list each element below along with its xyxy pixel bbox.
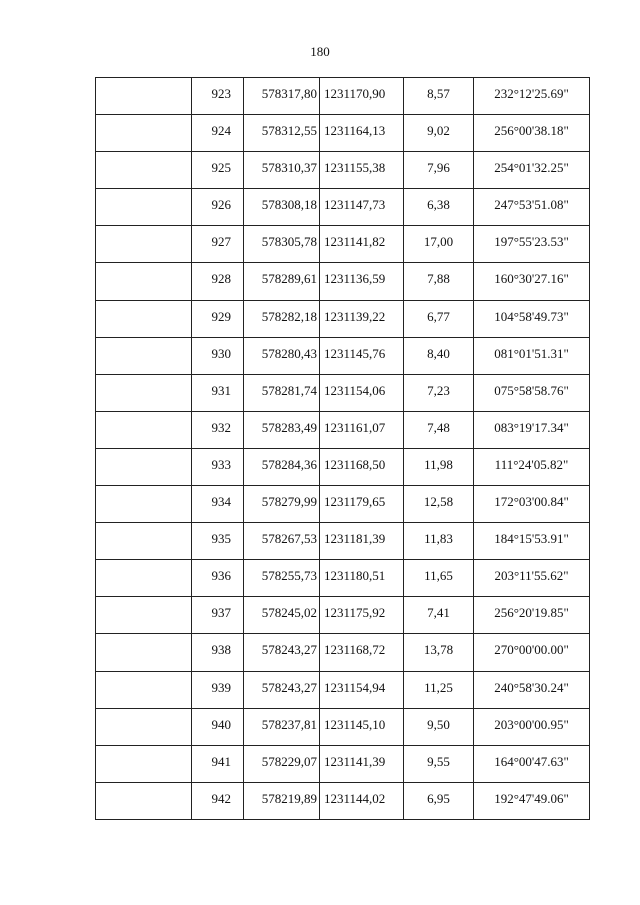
x-coordinate-cell (244, 782, 320, 819)
y-coordinate-cell (320, 486, 404, 523)
point-number-cell (192, 448, 244, 485)
x-coordinate-value: 578243,27 (261, 642, 317, 658)
angle-cell (474, 189, 590, 226)
angle-cell (474, 78, 590, 115)
y-coordinate-cell (320, 782, 404, 819)
y-coordinate-cell (320, 337, 404, 374)
y-coordinate-value: 1231168,72 (324, 642, 386, 658)
y-coordinate-value: 1231154,06 (324, 382, 386, 398)
length-cell (404, 782, 474, 819)
point-number-value: 936 (211, 568, 231, 584)
x-coordinate-value: 578237,81 (261, 716, 317, 732)
x-coordinate-cell (244, 671, 320, 708)
y-coordinate-cell (320, 597, 404, 634)
x-coordinate-value: 578267,53 (261, 531, 317, 547)
table-row (96, 486, 590, 523)
x-coordinate-value: 578310,37 (261, 160, 317, 176)
x-coordinate-value: 578281,74 (261, 382, 317, 398)
y-coordinate-value: 1231141,39 (324, 753, 386, 769)
point-number-cell (192, 634, 244, 671)
length-cell (404, 78, 474, 115)
y-coordinate-value: 1231161,07 (324, 419, 386, 435)
point-number-cell (192, 708, 244, 745)
x-coordinate-cell (244, 337, 320, 374)
length-value: 7,41 (427, 605, 450, 621)
blank-cell (96, 745, 192, 782)
point-number-cell (192, 411, 244, 448)
x-coordinate-cell (244, 189, 320, 226)
length-cell (404, 374, 474, 411)
length-value: 8,57 (427, 86, 450, 101)
point-number-value: 941 (211, 753, 231, 769)
x-coordinate-cell (244, 523, 320, 560)
y-coordinate-value: 1231147,73 (324, 197, 386, 213)
length-value: 9,02 (427, 123, 450, 139)
angle-value: 203°11'55.62" (494, 568, 569, 584)
x-coordinate-value: 578229,07 (261, 753, 317, 769)
length-cell (404, 337, 474, 374)
angle-cell (474, 634, 590, 671)
point-number-cell (192, 745, 244, 782)
y-coordinate-cell (320, 560, 404, 597)
point-number-cell (192, 115, 244, 152)
point-number-cell (192, 597, 244, 634)
table-row (96, 448, 590, 485)
y-coordinate-cell (320, 374, 404, 411)
point-number-value: 924 (211, 123, 231, 139)
y-coordinate-cell (320, 708, 404, 745)
angle-cell (474, 671, 590, 708)
y-coordinate-value: 1231145,10 (324, 716, 386, 732)
angle-value: 104°58'49.73" (494, 308, 569, 324)
table-row (96, 189, 590, 226)
point-number-cell (192, 300, 244, 337)
x-coordinate-value: 578255,73 (261, 568, 317, 584)
length-cell (404, 189, 474, 226)
length-cell (404, 411, 474, 448)
coordinates-table-body (96, 78, 590, 820)
point-number-cell (192, 560, 244, 597)
angle-value: 240°58'30.24" (494, 679, 569, 695)
angle-value: 270°00'00.00" (494, 642, 569, 658)
blank-cell (96, 597, 192, 634)
angle-value: 247°53'51.08" (494, 197, 569, 213)
length-value: 9,50 (427, 716, 450, 732)
angle-cell (474, 448, 590, 485)
angle-value: 075°58'58.76" (494, 382, 569, 398)
point-number-value: 938 (211, 642, 231, 658)
point-number-value: 930 (211, 345, 231, 361)
y-coordinate-cell (320, 115, 404, 152)
point-number-cell (192, 189, 244, 226)
blank-cell (96, 523, 192, 560)
table-row (96, 115, 590, 152)
blank-cell (96, 189, 192, 226)
y-coordinate-value: 1231154,94 (324, 679, 386, 695)
angle-value: 256°20'19.85" (494, 605, 569, 621)
angle-value: 203°00'00.95" (494, 716, 569, 732)
x-coordinate-cell (244, 448, 320, 485)
angle-cell (474, 782, 590, 819)
x-coordinate-value: 578308,18 (261, 197, 317, 213)
angle-value: 254°01'32.25" (494, 160, 569, 176)
point-number-cell (192, 374, 244, 411)
table-row (96, 560, 590, 597)
angle-cell (474, 374, 590, 411)
table-row (96, 78, 590, 115)
blank-cell (96, 448, 192, 485)
x-coordinate-value: 578245,02 (261, 605, 317, 621)
y-coordinate-cell (320, 226, 404, 263)
length-value: 11,65 (424, 568, 453, 584)
point-number-value: 926 (211, 197, 231, 213)
angle-cell (474, 300, 590, 337)
y-coordinate-value: 1231145,76 (324, 345, 386, 361)
angle-cell (474, 226, 590, 263)
y-coordinate-cell (320, 411, 404, 448)
blank-cell (96, 226, 192, 263)
length-cell (404, 560, 474, 597)
length-value: 7,48 (427, 419, 450, 435)
angle-value: 197°55'23.53" (494, 234, 569, 250)
angle-value: 232°12'25.69" (494, 86, 569, 101)
point-number-value: 927 (211, 234, 231, 250)
y-coordinate-value: 1231139,22 (324, 308, 386, 324)
x-coordinate-value: 578317,80 (261, 86, 317, 101)
blank-cell (96, 560, 192, 597)
blank-cell (96, 486, 192, 523)
x-coordinate-cell (244, 597, 320, 634)
length-cell (404, 448, 474, 485)
point-number-cell (192, 486, 244, 523)
angle-cell (474, 745, 590, 782)
y-coordinate-value: 1231155,38 (324, 160, 386, 176)
table-row (96, 226, 590, 263)
angle-cell (474, 560, 590, 597)
angle-value: 081°01'51.31" (494, 345, 569, 361)
point-number-value: 940 (211, 716, 231, 732)
point-number-value: 939 (211, 679, 231, 695)
length-cell (404, 523, 474, 560)
x-coordinate-cell (244, 634, 320, 671)
y-coordinate-cell (320, 78, 404, 115)
y-coordinate-value: 1231141,82 (324, 234, 386, 250)
angle-cell (474, 486, 590, 523)
point-number-cell (192, 152, 244, 189)
y-coordinate-value: 1231144,02 (324, 790, 386, 806)
table-row (96, 152, 590, 189)
blank-cell (96, 337, 192, 374)
angle-value: 184°15'53.91" (494, 531, 569, 547)
length-value: 8,40 (427, 345, 450, 361)
x-coordinate-value: 578280,43 (261, 345, 317, 361)
length-cell (404, 300, 474, 337)
y-coordinate-cell (320, 152, 404, 189)
length-value: 11,25 (424, 679, 453, 695)
y-coordinate-cell (320, 745, 404, 782)
blank-cell (96, 374, 192, 411)
table-row (96, 411, 590, 448)
x-coordinate-value: 578243,27 (261, 679, 317, 695)
table-row (96, 634, 590, 671)
y-coordinate-value: 1231168,50 (324, 456, 386, 472)
angle-cell (474, 152, 590, 189)
angle-value: 192°47'49.06" (494, 790, 569, 806)
table-row (96, 708, 590, 745)
x-coordinate-value: 578305,78 (261, 234, 317, 250)
y-coordinate-value: 1231170,90 (324, 86, 386, 101)
y-coordinate-value: 1231179,65 (324, 494, 386, 510)
point-number-cell (192, 523, 244, 560)
point-number-value: 925 (211, 160, 231, 176)
length-value: 7,23 (427, 382, 450, 398)
x-coordinate-value: 578284,36 (261, 456, 317, 472)
length-cell (404, 152, 474, 189)
angle-cell (474, 523, 590, 560)
blank-cell (96, 263, 192, 300)
point-number-value: 933 (211, 456, 231, 472)
length-value: 17,00 (423, 234, 454, 250)
table-row (96, 523, 590, 560)
y-coordinate-cell (320, 523, 404, 560)
y-coordinate-value: 1231164,13 (324, 123, 386, 139)
blank-cell (96, 708, 192, 745)
page-number: 180 (310, 44, 330, 59)
length-value: 6,38 (427, 197, 450, 213)
table-row (96, 745, 590, 782)
angle-value: 172°03'00.84" (494, 494, 569, 510)
length-cell (404, 486, 474, 523)
x-coordinate-cell (244, 115, 320, 152)
x-coordinate-cell (244, 152, 320, 189)
length-value: 6,95 (427, 790, 450, 806)
x-coordinate-cell (244, 263, 320, 300)
length-value: 12,58 (423, 494, 454, 510)
table-row (96, 300, 590, 337)
point-number-cell (192, 671, 244, 708)
y-coordinate-cell (320, 189, 404, 226)
angle-cell (474, 708, 590, 745)
length-value: 6,77 (427, 308, 450, 324)
table-row (96, 671, 590, 708)
x-coordinate-cell (244, 411, 320, 448)
point-number-value: 937 (211, 605, 231, 621)
y-coordinate-value: 1231136,59 (324, 271, 386, 287)
y-coordinate-cell (320, 671, 404, 708)
y-coordinate-cell (320, 634, 404, 671)
blank-cell (96, 634, 192, 671)
x-coordinate-cell (244, 374, 320, 411)
point-number-value: 928 (211, 271, 231, 287)
angle-cell (474, 115, 590, 152)
point-number-cell (192, 263, 244, 300)
angle-cell (474, 597, 590, 634)
x-coordinate-cell (244, 560, 320, 597)
x-coordinate-cell (244, 226, 320, 263)
x-coordinate-cell (244, 78, 320, 115)
length-cell (404, 634, 474, 671)
table-row (96, 337, 590, 374)
x-coordinate-cell (244, 745, 320, 782)
point-number-cell (192, 337, 244, 374)
blank-cell (96, 782, 192, 819)
x-coordinate-value: 578312,55 (261, 123, 317, 139)
length-cell (404, 745, 474, 782)
coordinates-table (95, 77, 590, 820)
x-coordinate-value: 578289,61 (261, 271, 317, 287)
angle-value: 164°00'47.63" (494, 753, 569, 769)
x-coordinate-value: 578279,99 (261, 494, 317, 510)
point-number-cell (192, 782, 244, 819)
angle-cell (474, 263, 590, 300)
y-coordinate-value: 1231180,51 (324, 568, 386, 584)
angle-value: 160°30'27.16" (494, 271, 569, 287)
length-cell (404, 115, 474, 152)
x-coordinate-cell (244, 708, 320, 745)
blank-cell (96, 671, 192, 708)
y-coordinate-cell (320, 448, 404, 485)
length-value: 9,55 (427, 753, 450, 769)
length-cell (404, 263, 474, 300)
blank-cell (96, 152, 192, 189)
length-value: 13,78 (423, 642, 454, 658)
blank-cell (96, 78, 192, 115)
y-coordinate-cell (320, 300, 404, 337)
blank-cell (96, 411, 192, 448)
point-number-cell (192, 78, 244, 115)
length-value: 11,83 (424, 531, 453, 547)
length-value: 7,88 (427, 271, 450, 287)
blank-cell (96, 300, 192, 337)
table-row (96, 263, 590, 300)
length-cell (404, 671, 474, 708)
table-row (96, 374, 590, 411)
point-number-value: 923 (211, 86, 231, 101)
x-coordinate-cell (244, 486, 320, 523)
point-number-value: 931 (211, 382, 231, 398)
y-coordinate-value: 1231181,39 (324, 531, 386, 547)
point-number-value: 942 (211, 790, 231, 806)
point-number-value: 929 (211, 308, 231, 324)
angle-value: 111°24'05.82" (494, 456, 569, 472)
length-value: 11,98 (424, 456, 453, 472)
length-cell (404, 226, 474, 263)
length-cell (404, 708, 474, 745)
point-number-cell (192, 226, 244, 263)
angle-value: 083°19'17.34" (494, 419, 569, 435)
point-number-value: 932 (211, 419, 231, 435)
angle-cell (474, 337, 590, 374)
blank-cell (96, 115, 192, 152)
x-coordinate-value: 578282,18 (261, 308, 317, 324)
x-coordinate-value: 578283,49 (261, 419, 317, 435)
table-row (96, 782, 590, 819)
point-number-value: 934 (211, 494, 231, 510)
y-coordinate-value: 1231175,92 (324, 605, 386, 621)
length-value: 7,96 (427, 160, 450, 176)
angle-value: 256°00'38.18" (494, 123, 569, 139)
table-row (96, 597, 590, 634)
x-coordinate-value: 578219,89 (261, 790, 317, 806)
y-coordinate-cell (320, 263, 404, 300)
length-cell (404, 597, 474, 634)
angle-cell (474, 411, 590, 448)
x-coordinate-cell (244, 300, 320, 337)
point-number-value: 935 (211, 531, 231, 547)
